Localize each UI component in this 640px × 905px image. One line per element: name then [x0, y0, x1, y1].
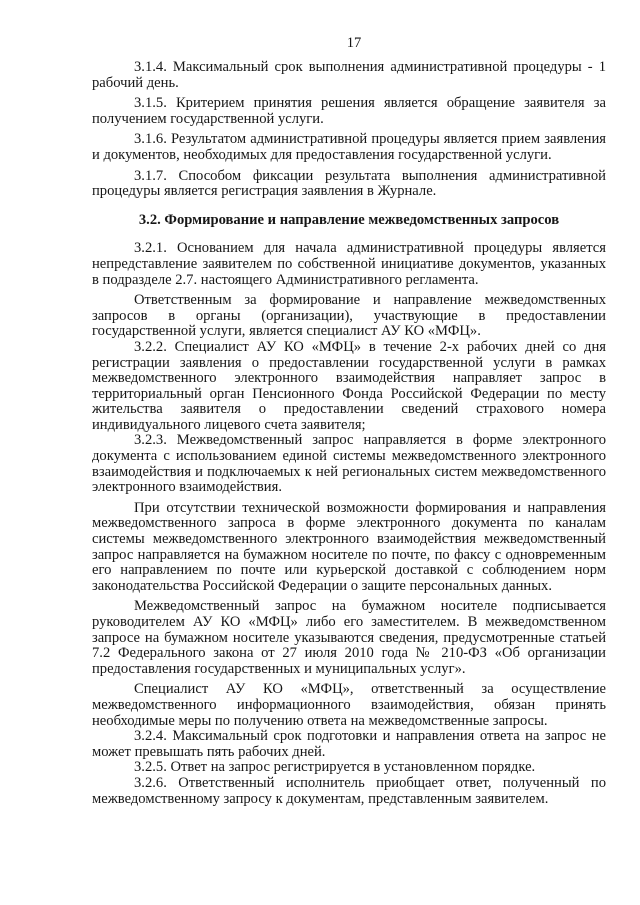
paragraph-3-1-4: 3.1.4. Максимальный срок выполнения административной процедуры - 1 рабочий день.	[92, 59, 606, 91]
paragraph-3-2-2: 3.2.2. Специалист АУ КО «МФЦ» в течение 2-х рабочих дней со дня регистрации заявления о предоставлении государственной услуги в рамках межведомственного электронного взаимодействия направляет запрос в территориальный орган Пенсионного Фонда Российской Федерации по месту жительства заявителя о предоставлении сведений страхового номера индивидуального лицевого счета заявителя;	[92, 338, 606, 433]
section-heading: 3.2. Формирование и направление межведомственных запросов	[138, 211, 560, 228]
paragraph-paper-request: Межведомственный запрос на бумажном носителе подписывается руководителем АУ КО «МФЦ» либо его заместителем. В межведомственном запросе на бумажном носителе указываются сведения, предусмотренные статьей 7.2 Федерального закона от 27 июля 2010 года № 210-ФЗ «Об организации предоставления государственных и муниципальных услуг».	[92, 598, 606, 677]
paragraph-3-2-5: 3.2.5. Ответ на запрос регистрируется в установленном порядке.	[134, 759, 536, 776]
paragraph-no-technical-possibility: При отсутствии технической возможности формирования и направления межведомственного запроса в форме электронного документа по каналам системы межведомственного электронного взаимодействия межведомственный запрос направляется на бумажном носителе по почте, по факсу с одновременным его направлением по почте или курьерской доставкой с соблюдением норм законодательства Российской Федерации о защите персональных данных.	[92, 499, 606, 594]
paragraph-3-2-4: 3.2.4. Максимальный срок подготовки и направления ответа на запрос не может превышать пять рабочих дней.	[92, 728, 606, 760]
paragraph-3-1-7: 3.1.7. Способом фиксации результата выполнения административной процедуры является регистрация заявления в Журнале.	[92, 167, 606, 200]
paragraph-3-2-3: 3.2.3. Межведомственный запрос направляется в форме электронного документа с использованием единой системы межведомственного электронного взаимодействия и подключаемых к ней региональных систем межведомственного электронного взаимодействия.	[92, 432, 606, 496]
paragraph-3-1-5: 3.1.5. Критерием принятия решения является обращение заявителя за получением государственной услуги.	[92, 95, 606, 127]
paragraph-3-2-6: 3.2.6. Ответственный исполнитель приобщает ответ, полученный по межведомственному запросу к документам, представленным заявителем.	[92, 774, 606, 807]
paragraph-3-1-6: 3.1.6. Результатом административной процедуры является прием заявления и документов, необходимых для предоставления государственной услуги.	[92, 131, 606, 163]
page-number: 17	[346, 35, 362, 51]
paragraph-3-2-1: 3.2.1. Основанием для начала административной процедуры является непредставление заявителем по собственной инициативе документов, указанных в подразделе 2.7. настоящего Административного регламента.	[92, 240, 606, 288]
paragraph-specialist-obligation: Специалист АУ КО «МФЦ», ответственный за осуществление межведомственного информационного взаимодействия, обязан принять необходимые меры по получению ответа на межведомственные запросы.	[92, 681, 606, 729]
paragraph-responsible: Ответственным за формирование и направление межведомственных запросов в органы (организации), участвующие в предоставлении государственной услуги, является специалист АУ КО «МФЦ».	[92, 292, 606, 340]
